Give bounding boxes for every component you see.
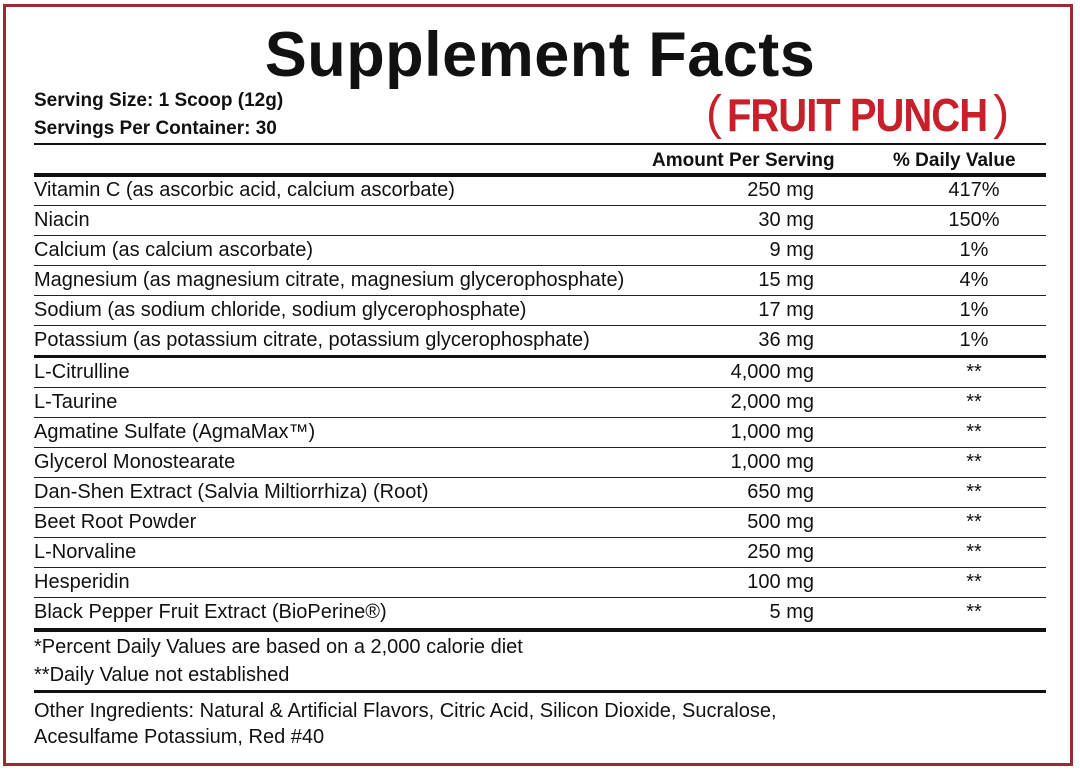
nutrient-row — [34, 448, 1046, 478]
flavor-badge — [706, 84, 1008, 146]
nutrient-daily-value: 1% — [959, 299, 989, 321]
nutrient-name: Dan-Shen Extract (Salvia Miltiorrhiza) (Root) — [34, 481, 429, 503]
thick-divider-bottom — [34, 628, 1046, 632]
nutrient-row — [34, 568, 1046, 598]
nutrient-row — [34, 388, 1046, 418]
nutrient-row — [34, 176, 1046, 206]
nutrient-amount: 650 mg — [747, 481, 814, 503]
nutrient-table — [34, 176, 1046, 628]
nutrient-amount: 9 mg — [769, 239, 814, 261]
column-header-amount: Amount Per Serving — [652, 150, 835, 171]
nutrient-daily-value: ** — [966, 391, 982, 413]
nutrient-daily-value: ** — [966, 451, 982, 473]
nutrient-daily-value: 1% — [959, 239, 989, 261]
nutrient-amount: 36 mg — [758, 329, 814, 351]
nutrient-name: Magnesium (as magnesium citrate, magnesium glycerophosphate) — [34, 269, 625, 291]
nutrient-name: Glycerol Monostearate — [34, 451, 236, 473]
nutrient-daily-value: ** — [966, 511, 982, 533]
nutrient-name: Niacin — [34, 209, 90, 231]
nutrient-row — [34, 326, 1046, 356]
ingredient-group — [34, 358, 1046, 628]
nutrient-amount: 2,000 mg — [730, 391, 814, 413]
nutrient-amount: 4,000 mg — [730, 361, 814, 383]
nutrient-amount: 500 mg — [747, 511, 814, 533]
nutrient-amount: 250 mg — [747, 179, 814, 201]
nutrient-name: L-Citrulline — [34, 361, 130, 383]
nutrient-name: Black Pepper Fruit Extract (BioPerine®) — [34, 601, 387, 623]
nutrient-name: L-Norvaline — [34, 541, 137, 563]
nutrient-row — [34, 206, 1046, 236]
nutrient-row — [34, 598, 1046, 628]
nutrient-name: L-Taurine — [34, 391, 118, 413]
nutrient-daily-value: ** — [966, 541, 982, 563]
nutrient-amount: 1,000 mg — [730, 451, 814, 473]
nutrient-amount: 30 mg — [758, 209, 814, 231]
footnote-not-established: **Daily Value not established — [34, 664, 290, 686]
flavor-open-paren: ( — [706, 87, 721, 140]
nutrient-row — [34, 538, 1046, 568]
nutrient-daily-value: 1% — [959, 329, 989, 351]
nutrient-daily-value: 417% — [948, 179, 1000, 201]
nutrient-row — [34, 266, 1046, 296]
servings-per-container: Servings Per Container: 30 — [34, 118, 277, 139]
nutrient-row — [34, 358, 1046, 388]
flavor-label: FRUIT PUNCH — [726, 90, 988, 142]
header-divider — [34, 143, 1046, 145]
nutrient-name: Beet Root Powder — [34, 511, 197, 533]
column-header-daily-value: % Daily Value — [893, 150, 1016, 171]
nutrient-amount: 100 mg — [747, 571, 814, 593]
nutrient-name: Calcium (as calcium ascorbate) — [34, 239, 313, 261]
nutrient-daily-value: 4% — [959, 269, 989, 291]
nutrient-amount: 250 mg — [747, 541, 814, 563]
nutrient-name: Hesperidin — [34, 571, 130, 593]
nutrient-daily-value: 150% — [948, 209, 1000, 231]
nutrient-row — [34, 296, 1046, 326]
serving-size: Serving Size: 1 Scoop (12g) — [34, 90, 284, 111]
nutrient-daily-value: ** — [966, 361, 982, 383]
footnote-divider — [34, 690, 1046, 693]
nutrient-daily-value: ** — [966, 601, 982, 623]
nutrient-amount: 17 mg — [758, 299, 814, 321]
nutrient-name: Sodium (as sodium chloride, sodium glycerophosphate) — [34, 299, 527, 321]
nutrient-row — [34, 418, 1046, 448]
label-title: Supplement Facts — [264, 20, 816, 90]
other-ingredients-line-2: Acesulfame Potassium, Red #40 — [34, 726, 325, 748]
nutrient-daily-value: ** — [966, 421, 982, 443]
footnote-daily-values: *Percent Daily Values are based on a 2,000 calorie diet — [34, 636, 523, 658]
nutrient-daily-value: ** — [966, 481, 982, 503]
nutrient-row — [34, 478, 1046, 508]
nutrient-daily-value: ** — [966, 571, 982, 593]
flavor-close-paren: ) — [993, 87, 1009, 140]
other-ingredients-line-1: Other Ingredients: Natural & Artificial Flavors, Citric Acid, Silicon Dioxide, Sucralose, — [34, 700, 777, 722]
nutrient-name: Vitamin C (as ascorbic acid, calcium ascorbate) — [34, 179, 455, 201]
nutrient-amount: 15 mg — [758, 269, 814, 291]
nutrient-name: Agmatine Sulfate (AgmaMax™) — [34, 421, 316, 443]
vitamin-mineral-group — [34, 176, 1046, 356]
nutrient-amount: 5 mg — [769, 601, 814, 623]
nutrient-row — [34, 508, 1046, 538]
nutrient-row — [34, 236, 1046, 266]
nutrient-amount: 1,000 mg — [730, 421, 814, 443]
nutrient-name: Potassium (as potassium citrate, potassium glycerophosphate) — [34, 329, 590, 351]
